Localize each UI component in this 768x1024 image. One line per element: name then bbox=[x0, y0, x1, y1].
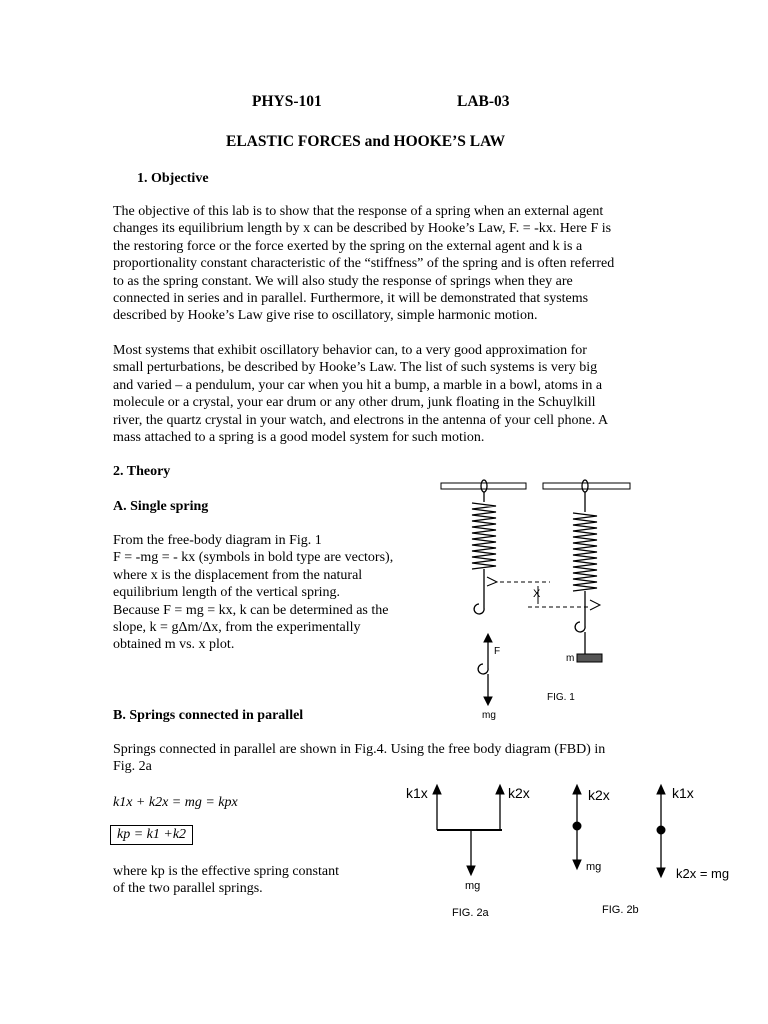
marker-left bbox=[487, 577, 497, 586]
text-line: mass attached to a spring is a good model system for such motion. bbox=[113, 430, 485, 446]
text-line: river, the quartz crystal in your watch, and electrons in the antenna of your cell phone. A bbox=[113, 412, 609, 428]
text-line: the restoring force or the force exerted by the spring on the external agent and k is a bbox=[113, 238, 583, 254]
support-bar-left bbox=[441, 483, 526, 489]
text-line: and varied – a pendulum, your car when you hit a bump, a marble in a bowl, atoms in a bbox=[113, 377, 603, 393]
fig2b-label-k2x: k2x bbox=[588, 787, 610, 803]
text-line: where x is the displacement from the natural bbox=[113, 567, 363, 583]
text-line: The objective of this lab is to show that the response of a spring when an external agent bbox=[113, 204, 604, 219]
mass-block bbox=[577, 654, 602, 662]
text-line: equilibrium length of the vertical spring. bbox=[113, 585, 341, 601]
fig2b-right-diagram bbox=[657, 785, 665, 877]
marker-right bbox=[590, 600, 600, 610]
text-line: Most systems that exhibit oscillatory behavior can, to a very good approximation for bbox=[113, 343, 587, 358]
fig1-label-f: F bbox=[494, 646, 501, 657]
parallel-equation: k1x + k2x = mg = kpx bbox=[113, 795, 238, 810]
text-line: proportionality constant characteristic of the “stiffness” of the spring and is often referred bbox=[113, 256, 615, 272]
spring-right bbox=[573, 480, 597, 654]
text-line: where kp is the effective spring constant bbox=[113, 864, 340, 879]
text-line: connected in series and in parallel. Furthermore, it will be demonstrated that systems bbox=[113, 291, 589, 307]
support-bar-right bbox=[543, 483, 630, 489]
fig2a-diagram bbox=[433, 785, 504, 875]
theory-heading: 2. Theory bbox=[113, 464, 171, 479]
fig2b-caption: FIG. 2b bbox=[602, 904, 639, 916]
fbd-fig1 bbox=[478, 634, 492, 705]
text-line: small perturbations, be described by Hooke’s Law. The list of such systems is very big bbox=[113, 360, 598, 376]
text-line: F = -mg = - kx (symbols in bold type are vectors), bbox=[113, 550, 394, 566]
objective-heading: 1. Objective bbox=[137, 171, 209, 186]
fig2b-label-k2x-eq: k2x = mg bbox=[676, 866, 730, 881]
text-line: Fig. 2a bbox=[113, 759, 152, 775]
single-spring-heading: A. Single spring bbox=[113, 499, 209, 514]
fig1-label-m: m bbox=[566, 653, 575, 664]
boxed-equation-text: kp = k1 +k2 bbox=[110, 825, 193, 845]
text-line: described by Hooke’s Law give rise to oscillatory, simple harmonic motion. bbox=[113, 308, 538, 324]
text-line: obtained m vs. x plot. bbox=[113, 637, 235, 653]
text-line: From the free-body diagram in Fig. 1 bbox=[113, 533, 322, 548]
lab-number: LAB-03 bbox=[457, 93, 510, 110]
fig1-label-mg: mg bbox=[482, 710, 496, 721]
course-code: PHYS-101 bbox=[252, 93, 322, 110]
fig2b-label-k1x: k1x bbox=[672, 785, 694, 801]
fig2a-label-k1x: k1x bbox=[406, 785, 428, 801]
fig2b-label-mg: mg bbox=[586, 861, 602, 873]
parallel-heading: B. Springs connected in parallel bbox=[113, 708, 304, 723]
text-line: Because F = mg = kx, k can be determined as the bbox=[113, 602, 389, 618]
fig2b-left-diagram bbox=[573, 785, 581, 869]
text-line: changes its equilibrium length by x can be described by Hooke’s Law, F. = -kx. Here F is bbox=[113, 221, 612, 237]
text-line: slope, k = gΔm/Δx, from the experimentally bbox=[113, 620, 361, 636]
page-title: ELASTIC FORCES and HOOKE’S LAW bbox=[226, 133, 506, 150]
text-line: of the two parallel springs. bbox=[113, 881, 263, 897]
fig2a-caption: FIG. 2a bbox=[452, 907, 489, 919]
fig2a-label-mg: mg bbox=[465, 880, 481, 892]
fig1-label-x: X bbox=[533, 588, 541, 600]
spring-left bbox=[472, 480, 496, 614]
text-line: to as the spring constant. We will also study the response of springs when they are bbox=[113, 273, 573, 289]
fig2a-label-k2x: k2x bbox=[508, 785, 530, 801]
fig1-caption: FIG. 1 bbox=[547, 692, 575, 703]
text-line: molecule or a crystal, your ear drum or any other drum, junk floating in the Schuylkill bbox=[113, 395, 596, 411]
text-line: Springs connected in parallel are shown in Fig.4. Using the free body diagram (FBD) in bbox=[113, 742, 606, 757]
